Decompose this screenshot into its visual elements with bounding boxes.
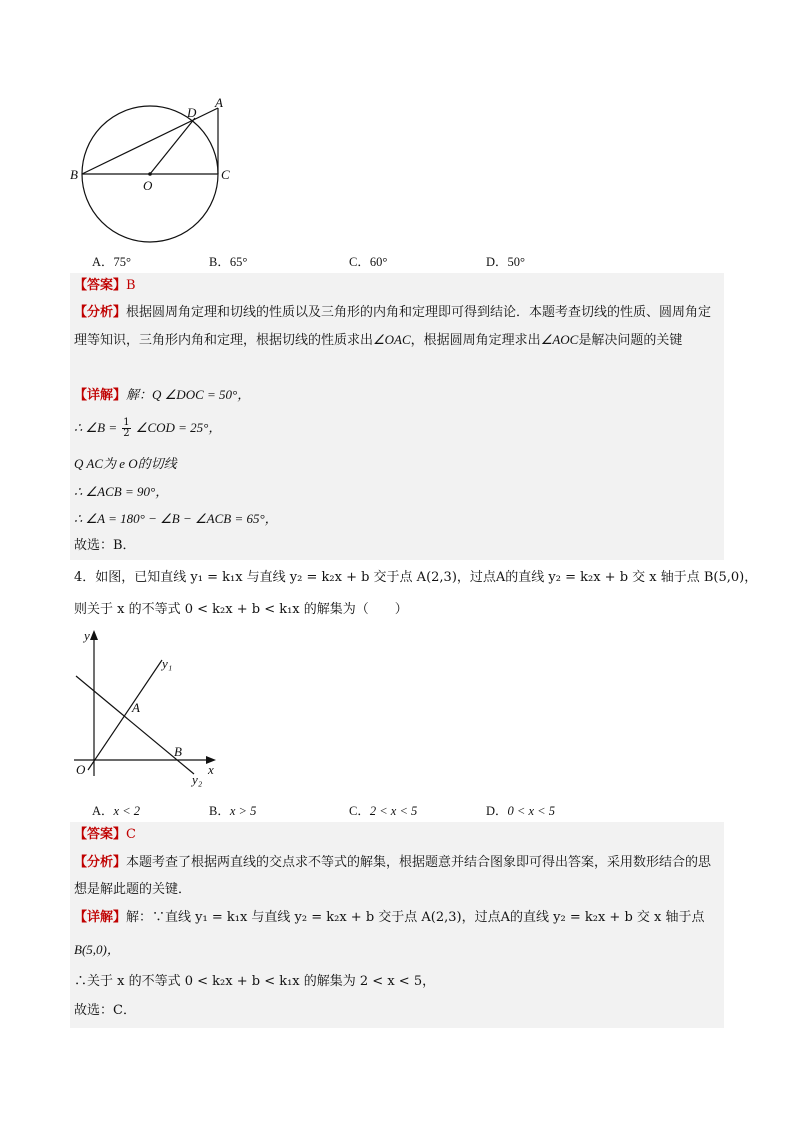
- q3-answer: [74, 276, 136, 296]
- label-y1: y₁: [162, 656, 173, 671]
- detail-tag: 【详解】: [74, 388, 127, 403]
- y-axis-arrow: [90, 630, 98, 640]
- answer-value: C: [126, 827, 136, 842]
- graph-figure: [70, 626, 230, 788]
- q4-detail-1: 【详解】解：∵直线 y₁ = k₁x 与直线 y₂ = k₂x + b 交于点 A(2,3)，过点A的直线 y₂ = k₂x + b 交 x 轴于点: [74, 910, 705, 925]
- q4-option-b: B．x > 5: [209, 804, 257, 818]
- fraction-half: $\frac{1}{2}$: [123, 417, 130, 439]
- label-b: B: [70, 167, 78, 182]
- q3-detail-5: ∴ ∠A = 180° − ∠B − ∠ACB = 65°，: [74, 511, 278, 526]
- radius-od: [150, 118, 195, 174]
- q3-option-a: A．75°: [92, 255, 132, 269]
- q3-option-d: D．50°: [486, 255, 526, 269]
- q3-detail-3: Q AC为 e O的切线: [74, 456, 177, 471]
- q4-option-d: D．0 < x < 5: [486, 804, 555, 818]
- label-o: O: [76, 762, 86, 777]
- q4-option-c: C．2 < x < 5: [349, 804, 418, 818]
- q4-option-a: A．x < 2: [92, 804, 141, 818]
- circle-figure: [66, 92, 246, 248]
- q4-answer: [74, 825, 136, 845]
- q4-conclusion: 故选：C．: [74, 1003, 136, 1018]
- label-o: O: [143, 178, 153, 193]
- center-dot: [148, 172, 152, 176]
- q3-option-b: B．65°: [209, 255, 248, 269]
- q4-detail-2: B(5,0)，: [74, 942, 120, 957]
- label-y: y: [84, 628, 90, 643]
- label-x: x: [208, 762, 214, 777]
- line-ba: [82, 108, 218, 174]
- answer-value: B: [126, 278, 136, 293]
- detail-tag: 【详解】: [74, 910, 127, 925]
- label-b: B: [174, 744, 182, 759]
- q4-stem-1: 4．如图，已知直线 y₁ = k₁x 与直线 y₂ = k₂x + b 交于点 A(2,3)，过点A的直线 y₂ = k₂x + b 交 x 轴于点 B(5,0)，: [74, 570, 758, 585]
- label-a: A: [132, 700, 140, 715]
- answer-tag: 【答案】: [74, 278, 127, 293]
- analysis-tag: 【分析】: [74, 305, 127, 320]
- q4-detail-3: ∴关于 x 的不等式 0 < k₂x + b < k₁x 的解集为 2 < x < 5，: [74, 974, 436, 989]
- q3-analysis: 【分析】根据圆周角定理和切线的性质以及三角形的内角和定理即可得到结论．本题考查切线的性质、圆周角定理等知识，三角形内角和定理，根据切线的性质求出∠OAC，根据圆周角定理求出∠AOC是解决问题的关键: [74, 305, 712, 348]
- label-d: D: [187, 105, 197, 120]
- q3-detail-2: ∴ ∠B = $\frac{1}{2}$ ∠COD = 25°，: [74, 417, 222, 439]
- label-y2: y₂: [192, 772, 203, 787]
- analysis-tag: 【分析】: [74, 855, 127, 870]
- q3-option-c: C．60°: [349, 255, 388, 269]
- answer-tag: 【答案】: [74, 827, 127, 842]
- q4-analysis: 【分析】本题考查了根据两直线的交点求不等式的解集，根据题意并结合图象即可得出答案，采用数形结合的思想是解此题的关键．: [74, 855, 712, 897]
- q3-detail-4: ∴ ∠ACB = 90°，: [74, 484, 169, 499]
- q3-detail-1: 【详解】解：Q ∠DOC = 50°，: [74, 387, 251, 403]
- q3-conclusion: 故选：B．: [74, 538, 136, 553]
- label-c: C: [221, 167, 230, 182]
- line-y1: [88, 660, 162, 770]
- label-a: A: [215, 95, 223, 110]
- q4-stem-2: 则关于 x 的不等式 0 < k₂x + b < k₁x 的解集为（ ）: [74, 602, 408, 617]
